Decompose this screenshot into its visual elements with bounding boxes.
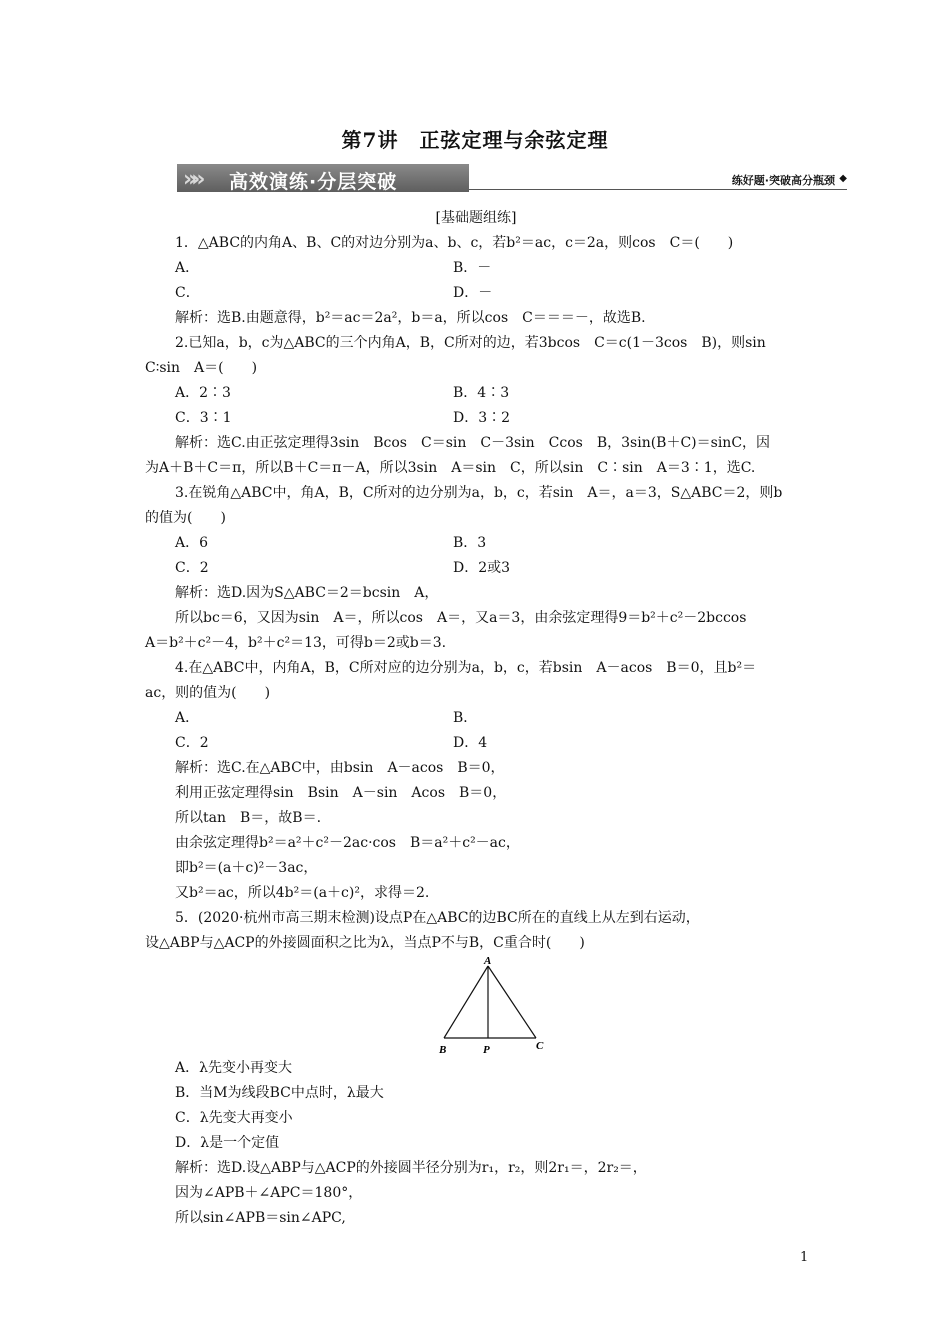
banner-subtitle: 练好题·突破高分瓶颈 xyxy=(731,174,835,187)
option-a: A． xyxy=(175,260,200,276)
options-row xyxy=(145,281,807,306)
question-5: 5．(2020·杭州市高三期末检测)设点P在△ABC的边BC所在的直线上从左到右运动， xyxy=(175,910,700,926)
options-row xyxy=(145,731,807,756)
side-ac xyxy=(488,966,536,1038)
solution-4-cont: 即b²＝(a＋c)²－3ac， xyxy=(175,860,318,876)
diamond-icon: ◆ xyxy=(839,173,847,184)
option-b: B．当M为线段BC中点时，λ最大 xyxy=(175,1085,384,1101)
solution-5-cont: 因为∠APB＋∠APC＝180°， xyxy=(175,1185,363,1201)
option-b: B． xyxy=(453,710,478,726)
side-ab xyxy=(444,966,488,1038)
option-b: B．3 xyxy=(453,535,487,551)
solution-4-cont: 又b²＝ac，所以4b²＝(a＋c)²，求得＝2. xyxy=(175,885,430,901)
option-c: C．λ先变大再变小 xyxy=(175,1110,293,1126)
solution-4: 解析：选C.在△ABC中，由bsin A－acos B＝0， xyxy=(175,760,505,776)
question-2-cont: C∶sin A＝( ) xyxy=(145,360,258,376)
option-c: C．2 xyxy=(175,735,209,751)
question-5-cont: 设△ABP与△ACP的外接圆面积之比为λ，当点P不与B，C重合时( ) xyxy=(145,935,585,951)
option-d: D．λ是一个定值 xyxy=(175,1135,280,1151)
option-d: D．4 xyxy=(453,735,488,751)
page-title: 第7讲 正弦定理与余弦定理 xyxy=(341,128,609,152)
section-heading: [基础题组练] xyxy=(435,210,517,226)
solution-3: 解析：选D.因为S△ABC＝2＝bcsin A， xyxy=(175,585,439,601)
label-b: B xyxy=(439,1044,447,1056)
banner-title: 高效演练·分层突破 xyxy=(229,171,398,193)
solution-2-cont: 为A＋B＋C＝π，所以B＋C＝π－A，所以3sin A＝sin C，所以sin C∶sin A＝3∶1，选C. xyxy=(145,460,756,476)
solution-2: 解析：选C.由正弦定理得3sin Bcos C＝sin C－3sin Ccos B，3sin(B＋C)＝sinC，因 xyxy=(175,435,771,451)
question-4-cont: ac，则的值为( ) xyxy=(145,685,271,701)
label-a: A xyxy=(484,956,492,967)
banner-rule xyxy=(469,189,847,190)
question-3: 3.在锐角△ABC中，角A，B，C所对的边分别为a，b，c，若sin A＝，a＝3，S△ABC＝2，则b xyxy=(175,485,783,501)
chevron-right-icon: »» xyxy=(183,167,200,192)
option-b: B．－ xyxy=(453,260,492,276)
solution-1: 解析：选B.由题意得，b²＝ac＝2a²，b＝a，所以cos C＝＝＝－，故选B. xyxy=(175,310,646,326)
label-p: P xyxy=(483,1044,490,1056)
option-c: C．2 xyxy=(175,560,209,576)
option-b: B．4∶3 xyxy=(453,385,510,401)
triangle-diagram xyxy=(145,956,807,1056)
options-row xyxy=(145,531,807,556)
question-4: 4.在△ABC中，内角A，B，C所对应的边分别为a，b，c，若bsin A－acos B＝0，且b²＝ xyxy=(175,660,757,676)
option-a: A．6 xyxy=(175,535,209,551)
triangle-figure xyxy=(145,956,807,1056)
option-d: D．－ xyxy=(453,285,493,301)
banner-bar xyxy=(177,164,469,192)
options-row xyxy=(145,256,807,281)
option-d: D．2或3 xyxy=(453,560,511,576)
option-a: A． xyxy=(175,710,200,726)
solution-3-cont: 所以bc＝6，又因为sin A＝，所以cos A＝，又a＝3，由余弦定理得9＝b²＋c²－2bccos xyxy=(175,610,747,626)
question-3-cont: 的值为( ) xyxy=(145,510,226,526)
option-c: C． xyxy=(175,285,200,301)
options-row xyxy=(145,406,807,431)
option-a: A．2∶3 xyxy=(175,385,231,401)
solution-5: 解析：选D.设△ABP与△ACP的外接圆半径分别为r₁，r₂，则2r₁＝，2r₂＝， xyxy=(175,1160,647,1176)
solution-3-cont: A＝b²＋c²－4，b²＋c²＝13，可得b＝2或b＝3. xyxy=(145,635,447,651)
question-1: 1．△ABC的内角A、B、C的对边分别为a、b、c，若b²＝ac，c＝2a，则cos C＝( ) xyxy=(175,235,734,251)
document-body xyxy=(145,206,807,1231)
label-c: C xyxy=(536,1040,544,1052)
options-row xyxy=(145,381,807,406)
option-c: C．3∶1 xyxy=(175,410,232,426)
section-banner xyxy=(177,162,847,194)
options-row xyxy=(145,706,807,731)
option-d: D．3∶2 xyxy=(453,410,511,426)
options-row xyxy=(145,556,807,581)
solution-4-cont: 利用正弦定理得sin Bsin A－sin Acos B＝0， xyxy=(175,785,507,801)
solution-5-cont: 所以sin∠APB＝sin∠APC, xyxy=(175,1210,346,1226)
page-number: 1 xyxy=(800,1250,809,1265)
question-2: 2.已知a，b，c为△ABC的三个内角A，B，C所对的边，若3bcos C＝c(1－3cos B)，则sin xyxy=(175,335,766,351)
solution-4-cont: 所以tan B＝，故B＝. xyxy=(175,810,322,826)
option-a: A．λ先变小再变大 xyxy=(175,1060,292,1076)
solution-4-cont: 由余弦定理得b²＝a²＋c²－2ac·cos B＝a²＋c²－ac， xyxy=(175,835,520,851)
